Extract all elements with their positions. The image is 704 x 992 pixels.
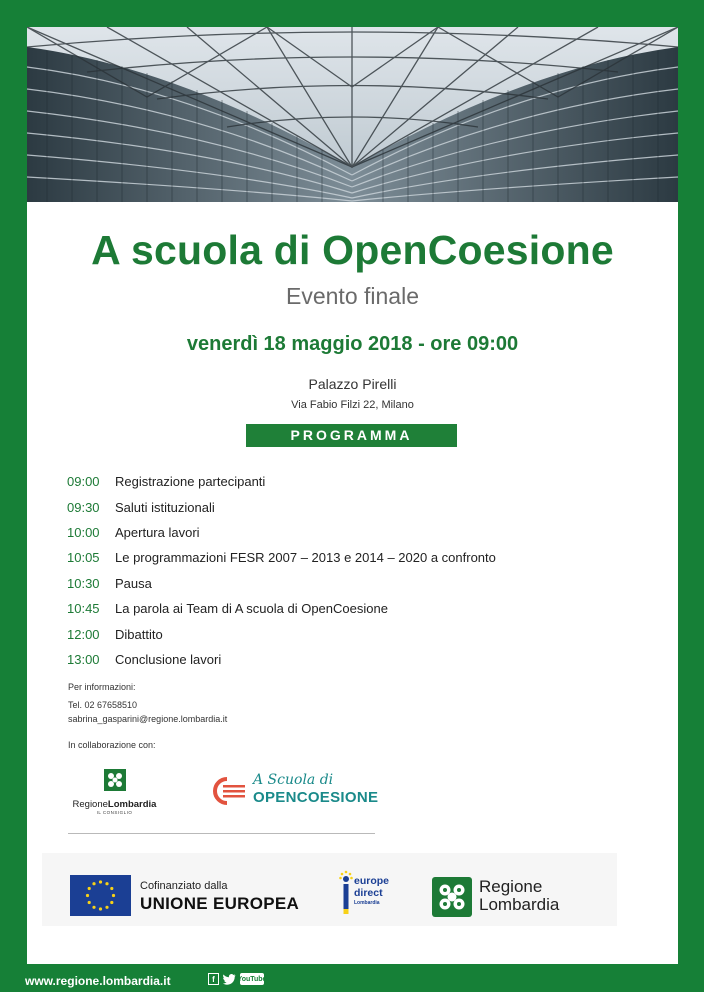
agenda-item [67,520,647,545]
programma-banner: PROGRAMMA [246,424,457,447]
agenda-item [67,621,647,646]
agenda-text: Pausa [115,575,152,591]
a-scuola-di-opencoesione-logo [209,769,379,809]
agenda-time: 09:00 [67,474,100,490]
europe-direct-line2: direct [354,887,383,899]
rl-big-line1: Regione [479,877,543,896]
agenda-item [67,647,647,672]
agenda-text: Apertura lavori [115,524,200,540]
agenda-time: 12:00 [67,626,100,642]
agenda-text: Registrazione partecipanti [115,474,266,490]
agenda-text: Conclusione lavori [115,651,222,667]
agenda-time: 10:05 [67,550,100,566]
event-venue: Palazzo Pirelli [308,376,397,392]
agenda-time: 09:30 [67,499,100,515]
eu-union-label: UNIONE EUROPEA [140,894,300,913]
collaboration-label: In collaborazione con: [68,740,156,750]
event-title: A scuola di OpenCoesione [91,227,614,273]
agenda-time: 10:45 [67,601,100,617]
agenda-text: Saluti istituzionali [115,499,215,515]
osc-logo-top: A Scuola di [253,772,334,788]
event-subtitle: Evento finale [286,283,419,309]
info-label: Per informazioni: [68,682,136,692]
divider-line [68,833,375,834]
info-phone: Tel. 02 67658510 [68,700,138,710]
regione-lombardia-rose-icon [104,769,126,791]
footer-social-links [208,973,267,985]
youtube-icon[interactable]: YouTube [240,973,264,985]
agenda-item [67,571,647,596]
agenda-item [67,494,647,519]
regione-lombardia-rose-icon [432,877,472,917]
agenda-text: Le programmazioni FESR 2007 – 2013 e 2014 – 2020 a confronto [115,550,496,566]
europe-direct-line3: Lombardia [354,900,380,906]
rl-small-name-lombardia: Lombardia [107,799,157,810]
eu-flag-icon [70,875,131,916]
europe-direct-i-icon [338,869,354,921]
europe-direct-line1: europe [354,875,390,887]
twitter-icon[interactable] [223,973,236,985]
agenda-text: Dibattito [115,626,163,642]
rl-small-sub: IL CONSIGLIO [96,810,133,815]
opencoesione-book-icon [209,775,249,807]
rl-small-name-regione: Regione [72,799,108,810]
agenda-item [67,596,647,621]
agenda-time: 10:30 [67,575,100,591]
facebook-icon[interactable]: f [208,973,219,985]
funding-logos-band [42,853,617,926]
agenda-time: 10:00 [67,524,100,540]
osc-logo-bottom: OPENCOESIONE [253,789,379,806]
agenda-list [67,469,647,672]
event-datetime: venerdì 18 maggio 2018 - ore 09:00 [186,333,519,355]
eu-cofinance-label: Cofinanziato dalla [140,880,228,892]
regione-lombardia-logo [432,877,582,919]
agenda-text: La parola ai Team di A scuola di OpenCoesione [115,601,388,617]
agenda-item [67,545,647,570]
info-email-link[interactable]: sabrina_gasparini@regione.lombardia.it [68,714,228,724]
poster-content [27,27,678,964]
hero-photo-glass-roof [27,27,678,202]
europe-direct-logo [338,869,398,921]
agenda-item [67,469,647,494]
footer-website-link[interactable]: www.regione.lombardia.it [25,974,171,988]
agenda-time: 13:00 [67,651,100,667]
rl-big-line2: Lombardia [479,895,560,914]
regione-lombardia-consiglio-logo [67,769,162,814]
event-address: Via Fabio Filzi 22, Milano [291,399,414,411]
